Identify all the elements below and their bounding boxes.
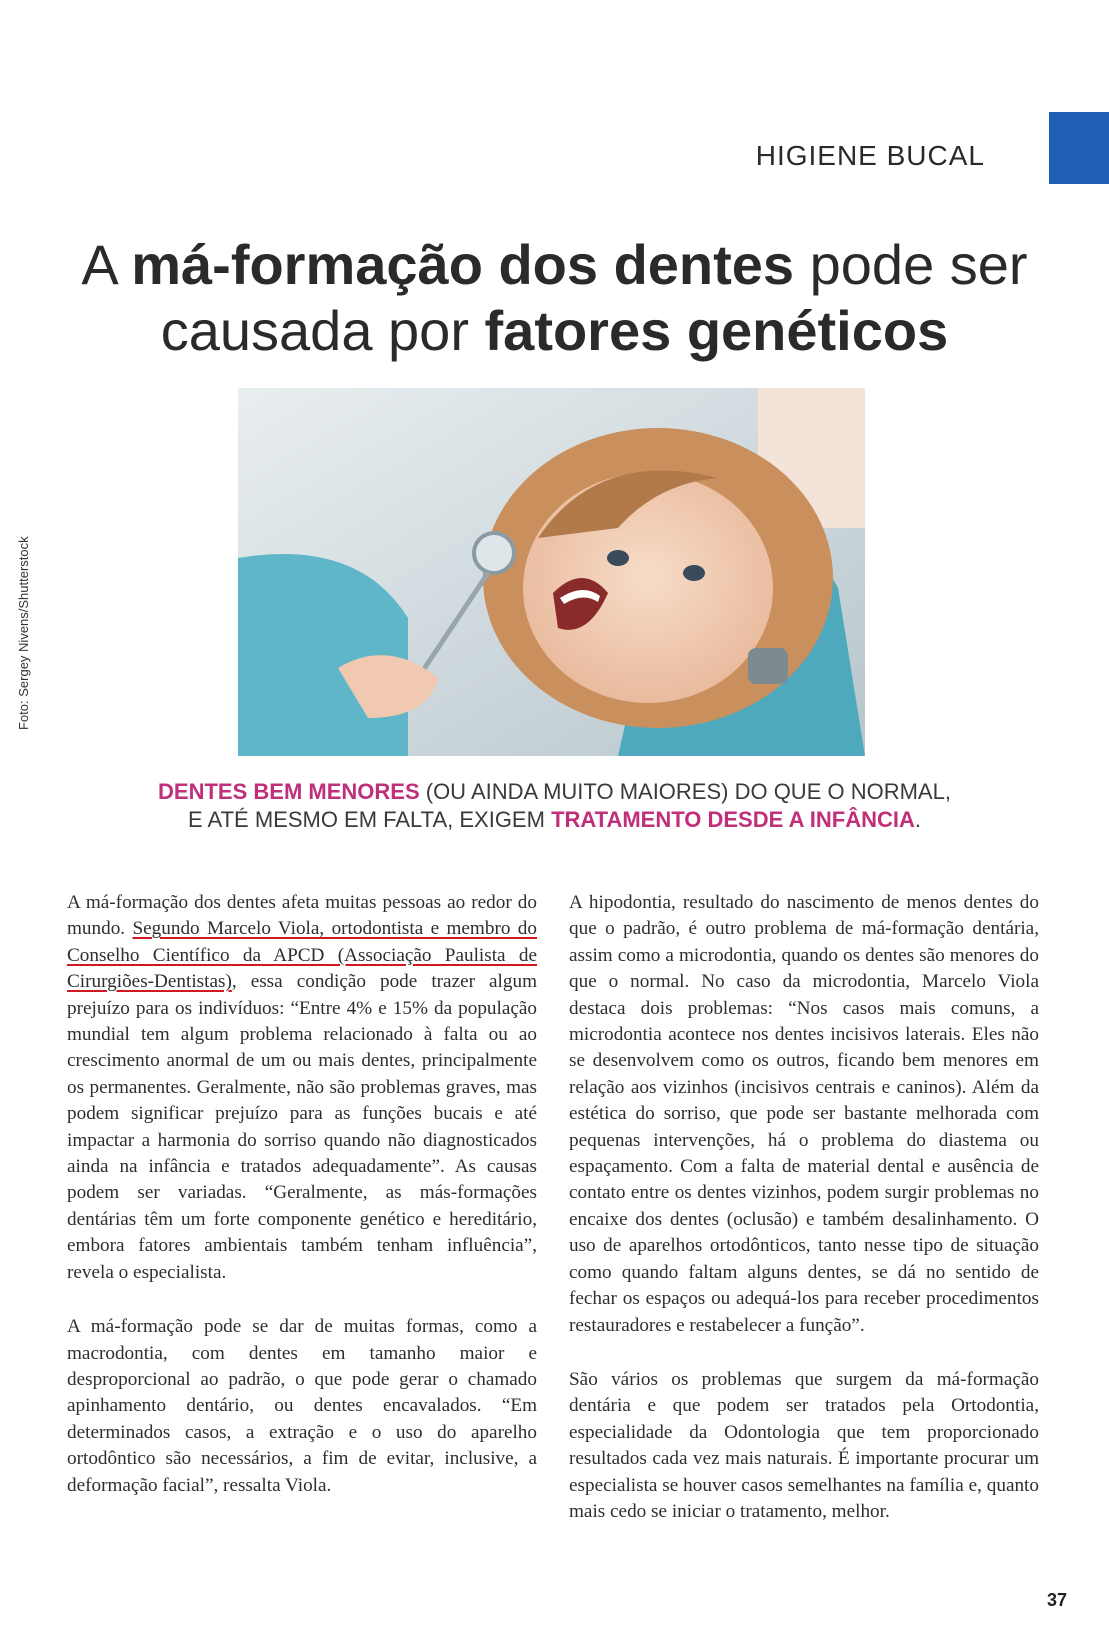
headline-part-2: pode ser causada por <box>160 233 1028 362</box>
right-paragraph-1: A hipodontia, resultado do nascimento de menos dentes do que o padrão, é outro problema de má-formação dentária, assim como a microdontia, quando os dentes são menores do que o normal. No caso da microdontia, Marcelo Viola destaca dois problemas: “Nos casos mais comuns, a microdontia acontece nos dentes incisivos laterais. Eles não se desenvolvem como os outros, ficando bem menores em relação aos vizinhos (incisivos centrais e caninos). Além da estética do sorriso, que pode ser bastante melhorada com pequenas intervenções, há o problema do diastema ou espaçamento. Com a falta de material dental e ausência de contato entre os dentes vizinhos, podem surgir problemas no encaixe dos dentes (oclusão) e também desalinhamento. O uso de aparelhos ortodônticos, tanto nesse tipo de situação como quando faltam alguns dentes, se dá no sentido de fechar os espaços ou adequá-los para receber procedimentos restauradores e restabelecer a função”. <box>569 892 1039 1336</box>
right-column <box>569 890 1039 1553</box>
lede-text-1: (OU AINDA MUITO MAIORES) DO QUE O NORMAL, <box>419 779 951 804</box>
lede-text-2: E ATÉ MESMO EM FALTA, EXIGEM <box>187 807 552 832</box>
child-dentist-illustration <box>238 388 865 756</box>
left-p1-body: , essa condição pode trazer algum prejuízo para os indivíduos: “Entre 4% e 15% da população mundial tem algum problema relacionado à falta ou ao crescimento anormal de um ou mais dentes, principalmente os permanentes. Geralmente, não são problemas graves, mas podem significar prejuízo para as funções bucais e até impactar a harmonia do sorriso quando não diagnosticados ainda na infância e tratados adequadamente”. As causas podem ser variadas. “Geralmente, as más-formações dentárias têm um forte componente genético e hereditário, embora fatores ambientais também tenham influência”, revela o especialista. <box>67 971 537 1283</box>
right-paragraph-2: São vários os problemas que surgem da má-formação dentária e que podem ser tratados pela Ortodontia, especialidade da Odontologia que tem proporcionado resultados cada vez mais naturais. É importante procurar um especialista se houver casos semelhantes na família e, quanto mais cedo se iniciar o tratamento, melhor. <box>569 1368 1039 1522</box>
photo-credit: Foto: Sergey Nivens/Shutterstock <box>16 536 31 730</box>
section-color-tab <box>1049 112 1109 184</box>
left-p1-intro: A má-formação dos dentes afeta muitas pessoas ao redor do mundo. <box>67 892 537 940</box>
lede <box>110 778 999 834</box>
section-label: HIGIENE BUCAL <box>755 140 985 171</box>
lede-highlight-1: DENTES BEM MENORES <box>158 779 420 804</box>
left-column <box>67 890 537 1527</box>
headline-bold-2: fatores genéticos <box>484 299 949 362</box>
headline-part-1: A <box>81 233 132 296</box>
lede-highlight-2: TRATAMENTO DESDE A INFÂNCIA <box>551 807 915 832</box>
page-number: 37 <box>1046 1590 1067 1610</box>
left-paragraph-1 <box>67 890 537 1286</box>
headline <box>40 232 1069 364</box>
article-photo <box>238 388 865 756</box>
headline-bold-1: má-formação dos dentes <box>131 233 795 296</box>
left-p1-underlined: Segundo Marcelo Viola, ortodontista e membro do Conselho Científico da APCD (Associação Paulista de Cirurgiões-Dentistas) <box>67 918 537 993</box>
lede-text-3: . <box>914 807 921 832</box>
left-paragraph-2: A má-formação pode se dar de muitas formas, como a macrodontia, com dentes em tamanho maior e desproporcional ao padrão, o que pode gerar o chamado apinhamento dentário, ou dentes encavalados. “Em determinados casos, a extração e o uso do aparelho ortodôntico são necessários, a fim de evitar, inclusive, a deformação facial”, ressalta Viola. <box>67 1316 537 1496</box>
